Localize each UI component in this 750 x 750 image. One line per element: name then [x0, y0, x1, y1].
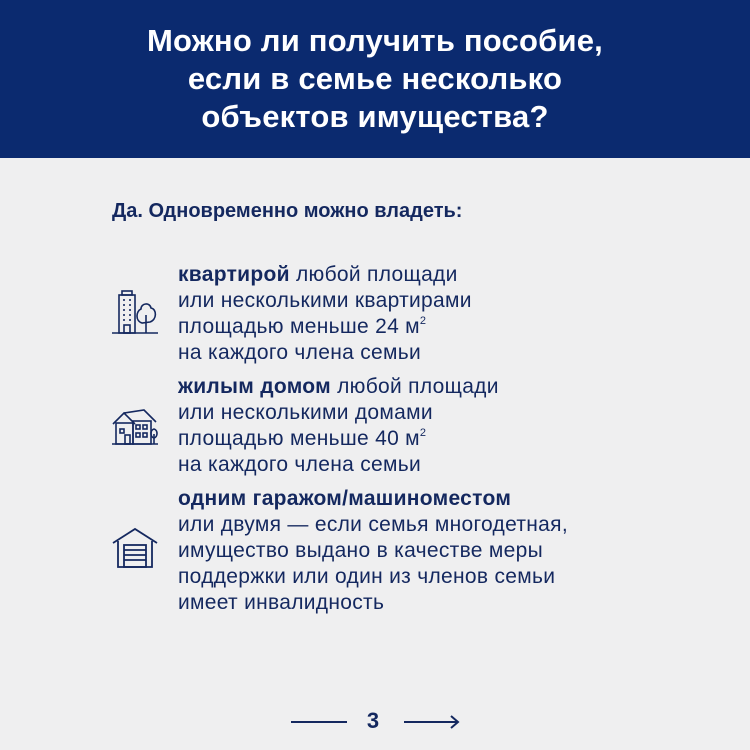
item-text-rest: любой площади	[289, 263, 458, 286]
item-line: поддержки или один из членов семьи	[178, 565, 556, 588]
item-bold: квартирой	[178, 263, 290, 286]
item-line: или несколькими квартирами	[178, 289, 472, 312]
item-line: или двумя — если семья многодетная,	[178, 513, 568, 536]
title-line: объектов имущества?	[201, 99, 549, 134]
item-text	[178, 486, 568, 616]
superscript: 2	[419, 427, 427, 439]
apartment-building-icon	[110, 287, 160, 337]
item-line: имеет инвалидность	[178, 591, 385, 614]
item-line: площадью меньше 40 м	[178, 427, 420, 450]
item-bold: жилым домом	[178, 375, 331, 398]
garage-icon	[110, 523, 160, 573]
pager-divider	[291, 721, 347, 723]
house-icon	[110, 402, 160, 452]
item-line: на каждого члена семьи	[178, 453, 422, 476]
item-text	[178, 374, 499, 478]
pagination	[0, 700, 750, 740]
item-line: на каждого члена семьи	[178, 341, 422, 364]
title-line: Можно ли получить пособие,	[147, 23, 603, 58]
title-line: если в семье несколько	[187, 61, 563, 96]
page-title	[147, 22, 603, 136]
arrow-right-icon[interactable]	[402, 712, 462, 732]
page-number: 3	[366, 708, 380, 733]
item-bold: одним гаражом/машиноместом	[178, 487, 512, 510]
item-text-rest: любой площади	[330, 375, 499, 398]
lead-text: Да. Одновременно можно владеть:	[112, 200, 463, 222]
header-banner	[0, 0, 750, 158]
superscript: 2	[419, 315, 427, 327]
item-text	[178, 262, 472, 366]
item-line: или несколькими домами	[178, 401, 433, 424]
item-line: имущество выдано в качестве меры	[178, 539, 543, 562]
item-line: площадью меньше 24 м	[178, 315, 420, 338]
